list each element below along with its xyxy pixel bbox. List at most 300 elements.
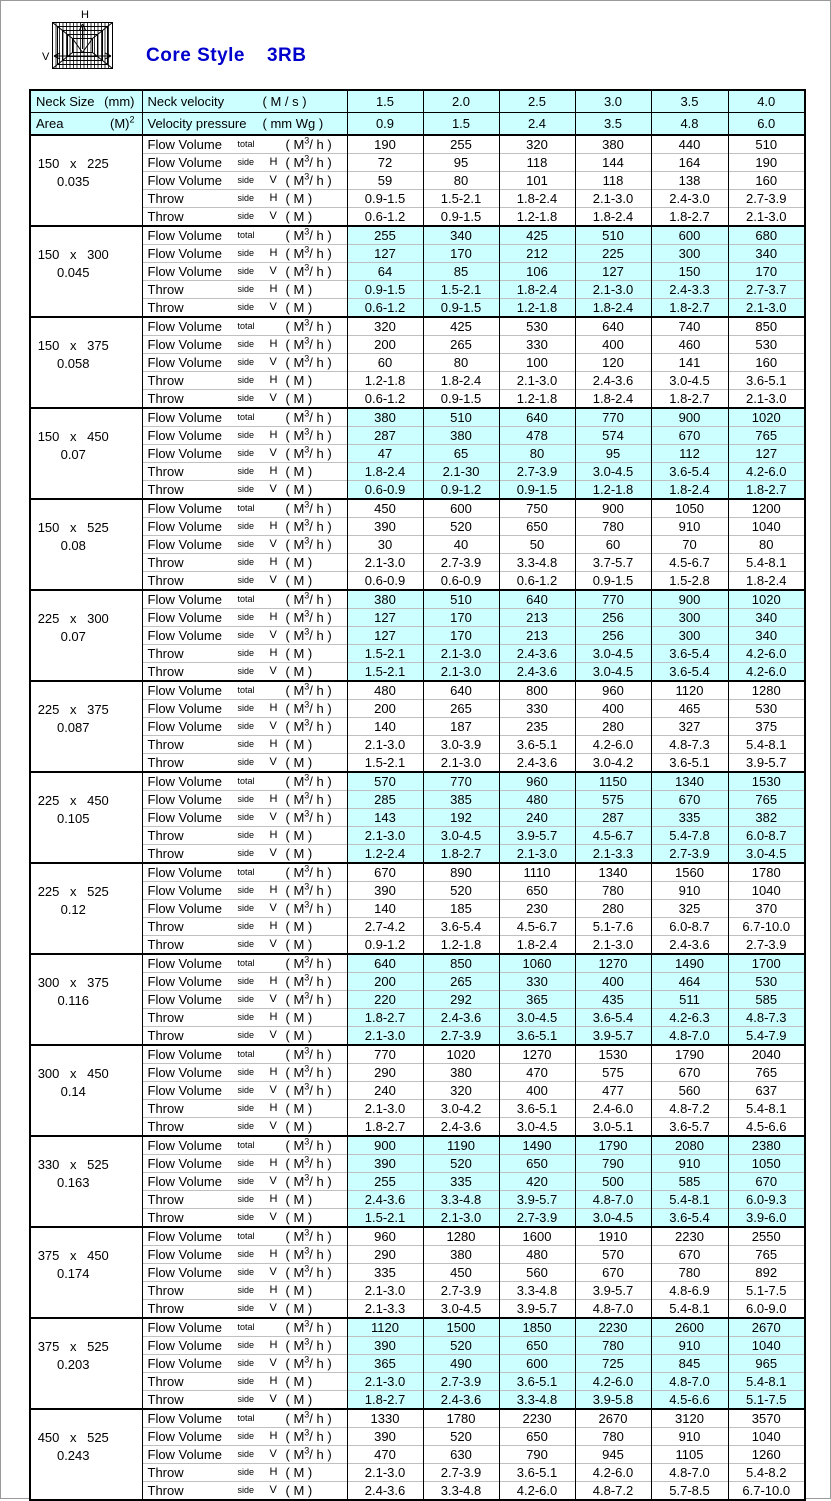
- data-cell: 120: [575, 354, 651, 372]
- data-cell: 560: [651, 1082, 728, 1100]
- data-cell: 3120: [651, 1409, 728, 1428]
- data-cell: 450: [423, 1264, 499, 1282]
- data-cell: 2.1-3.0: [347, 1027, 423, 1046]
- row-label-name: Flow Volume: [147, 1320, 222, 1335]
- data-cell: 255: [347, 226, 423, 245]
- data-cell: 400: [575, 973, 651, 991]
- row-label-cell: [142, 1355, 347, 1373]
- row-label-axis: V: [269, 1029, 277, 1041]
- data-cell: 770: [575, 408, 651, 427]
- data-cell: 3.7-5.7: [575, 554, 651, 572]
- spec-table: [29, 89, 806, 1501]
- data-cell: 530: [728, 700, 805, 718]
- neck-area-value: 0.08: [60, 538, 86, 553]
- data-cell: 2.1-3.0: [575, 936, 651, 955]
- row-label-name: Throw: [147, 391, 184, 406]
- data-cell: 1270: [499, 1045, 575, 1064]
- data-cell: 2.1-3.0: [423, 663, 499, 682]
- data-cell: 500: [575, 1173, 651, 1191]
- row-label-cell: [142, 408, 347, 427]
- data-cell: 1040: [728, 1428, 805, 1446]
- row-label-qualifier: total: [237, 594, 255, 604]
- row-label-name: Flow Volume: [147, 792, 222, 807]
- data-cell: 1600: [499, 1227, 575, 1246]
- data-cell: 1040: [728, 882, 805, 900]
- data-cell: 365: [347, 1355, 423, 1373]
- data-cell: 1.8-2.7: [651, 390, 728, 409]
- row-label-qualifier: side: [237, 830, 255, 840]
- data-cell: 600: [499, 1355, 575, 1373]
- row-label-unit: ( $M^3/$ h ): [285, 1227, 332, 1244]
- data-cell: 574: [575, 427, 651, 445]
- row-label-qualifier: total: [237, 1049, 255, 1059]
- data-cell: 64: [347, 263, 423, 281]
- row-label-cell: [142, 572, 347, 591]
- neck-size-cell: [30, 135, 142, 226]
- data-cell: 6.0-9.3: [728, 1191, 805, 1209]
- row-label-axis: V: [269, 392, 277, 404]
- row-label-cell: [142, 1428, 347, 1446]
- data-cell: 290: [347, 1246, 423, 1264]
- table-row: [30, 718, 805, 736]
- data-cell: 3.6-5.1: [499, 1100, 575, 1118]
- row-label-axis: V: [269, 301, 277, 313]
- row-label-name: Flow Volume: [147, 683, 222, 698]
- data-cell: 600: [423, 499, 499, 518]
- data-cell: 335: [423, 1173, 499, 1191]
- data-cell: 6.0-8.7: [728, 827, 805, 845]
- data-cell: 425: [499, 226, 575, 245]
- row-label-qualifier: total: [237, 776, 255, 786]
- data-cell: 100: [499, 354, 575, 372]
- table-row: [30, 463, 805, 481]
- row-label-axis: V: [269, 938, 277, 950]
- row-label-axis: V: [269, 720, 277, 732]
- row-label-cell: [142, 390, 347, 409]
- row-label-name: Flow Volume: [147, 592, 222, 607]
- row-label-qualifier: side: [237, 666, 255, 676]
- data-cell: 1.5-2.1: [423, 281, 499, 299]
- data-cell: 585: [651, 1173, 728, 1191]
- data-cell: 765: [728, 1064, 805, 1082]
- table-row: [30, 317, 805, 336]
- data-cell: 3.6-5.1: [499, 1373, 575, 1391]
- table-row: [30, 281, 805, 299]
- data-cell: 0.9-1.5: [499, 481, 575, 500]
- row-label-unit: ( $M^3/$ h ): [285, 171, 332, 188]
- data-cell: 2670: [575, 1409, 651, 1428]
- table-row: [30, 172, 805, 190]
- table-row: [30, 663, 805, 682]
- data-cell: 4.2-6.0: [575, 1464, 651, 1482]
- data-cell: 1.5-2.8: [651, 572, 728, 591]
- data-cell: 280: [575, 718, 651, 736]
- row-label-cell: [142, 299, 347, 318]
- data-cell: 900: [651, 408, 728, 427]
- row-label-unit: ( $M^3/$ h ): [285, 353, 332, 370]
- table-row: [30, 1118, 805, 1137]
- data-cell: 160: [728, 172, 805, 190]
- data-cell: 960: [499, 772, 575, 791]
- data-cell: 910: [651, 1337, 728, 1355]
- row-label-qualifier: side: [237, 1212, 255, 1222]
- neck-size-cell: [30, 226, 142, 317]
- data-cell: 5.4-8.1: [728, 736, 805, 754]
- data-cell: 3.0-4.2: [575, 754, 651, 773]
- data-cell: 1560: [651, 863, 728, 882]
- data-cell: 80: [423, 172, 499, 190]
- data-cell: 440: [651, 135, 728, 154]
- data-cell: 1120: [347, 1318, 423, 1337]
- data-cell: 780: [575, 882, 651, 900]
- row-label-cell: [142, 1264, 347, 1282]
- data-cell: 2.1-3.3: [347, 1300, 423, 1319]
- table-body: [30, 135, 805, 1500]
- data-cell: 910: [651, 882, 728, 900]
- data-cell: 2.4-3.3: [651, 281, 728, 299]
- row-label-cell: [142, 681, 347, 700]
- data-cell: 106: [499, 263, 575, 281]
- data-cell: 1.8-2.4: [499, 190, 575, 208]
- row-label-cell: [142, 627, 347, 645]
- data-cell: 5.1-7.5: [728, 1282, 805, 1300]
- data-cell: 1780: [423, 1409, 499, 1428]
- data-cell: 637: [728, 1082, 805, 1100]
- row-label-name: Flow Volume: [147, 1338, 222, 1353]
- header-row-neck-velocity: [30, 90, 805, 113]
- table-row: [30, 991, 805, 1009]
- row-label-qualifier: side: [237, 994, 255, 1004]
- data-cell: 85: [423, 263, 499, 281]
- row-label-qualifier: side: [237, 521, 255, 531]
- row-label-cell: [142, 954, 347, 973]
- table-row: [30, 499, 805, 518]
- row-label-axis: H: [269, 1193, 278, 1205]
- row-label-unit: ( M ): [285, 1374, 313, 1389]
- data-cell: 1340: [651, 772, 728, 791]
- row-label-cell: [142, 882, 347, 900]
- neck-size-label: 375 x 525: [37, 1339, 109, 1354]
- row-label-name: Flow Volume: [147, 628, 222, 643]
- data-cell: 72: [347, 154, 423, 172]
- header-neck-size-cell: [30, 90, 142, 113]
- row-label-cell: [142, 154, 347, 172]
- data-cell: 575: [575, 791, 651, 809]
- row-label-axis: H: [269, 1248, 278, 1260]
- row-label-qualifier: side: [237, 885, 255, 895]
- data-cell: 740: [651, 317, 728, 336]
- table-row: [30, 1227, 805, 1246]
- data-cell: 750: [499, 499, 575, 518]
- row-label-name: Flow Volume: [147, 1065, 222, 1080]
- data-cell: 320: [423, 1082, 499, 1100]
- row-label-qualifier: side: [237, 175, 255, 185]
- row-label-name: Flow Volume: [147, 1083, 222, 1098]
- data-cell: 2.4-3.6: [499, 754, 575, 773]
- data-cell: 465: [651, 700, 728, 718]
- data-cell: 510: [728, 135, 805, 154]
- data-cell: 1.2-1.8: [499, 390, 575, 409]
- data-cell: 1780: [728, 863, 805, 882]
- logo-h-label: H: [81, 9, 89, 21]
- data-cell: 910: [651, 1428, 728, 1446]
- row-label-axis: V: [269, 1175, 277, 1187]
- data-cell: 4.5-6.7: [651, 554, 728, 572]
- data-cell: 290: [347, 1064, 423, 1082]
- data-cell: 380: [575, 135, 651, 154]
- data-cell: 4.5-6.7: [575, 827, 651, 845]
- data-cell: 187: [423, 718, 499, 736]
- row-label-unit: ( $M^3/$ h ): [285, 954, 332, 971]
- data-cell: 382: [728, 809, 805, 827]
- table-row: [30, 1355, 805, 1373]
- data-cell: 1.8-2.4: [499, 936, 575, 955]
- row-label-name: Flow Volume: [147, 774, 222, 789]
- row-label-unit: ( $M^3/$ h ): [285, 608, 332, 625]
- data-cell: 2380: [728, 1136, 805, 1155]
- data-cell: 160: [728, 354, 805, 372]
- data-cell: 2.4-3.0: [651, 190, 728, 208]
- table-row: [30, 845, 805, 864]
- row-label-name: Flow Volume: [147, 992, 222, 1007]
- data-cell: 2.1-3.0: [499, 372, 575, 390]
- header-velocity-pressure-value: 0.9: [347, 113, 423, 136]
- row-label-name: Flow Volume: [147, 1411, 222, 1426]
- row-label-unit: ( $M^3/$ h ): [285, 517, 332, 534]
- row-label-name: Flow Volume: [147, 155, 222, 170]
- data-cell: 0.6-1.2: [347, 208, 423, 227]
- row-label-cell: [142, 827, 347, 845]
- data-cell: 2.7-3.7: [728, 281, 805, 299]
- data-cell: 1040: [728, 1337, 805, 1355]
- row-label-name: Flow Volume: [147, 337, 222, 352]
- row-label-qualifier: side: [237, 575, 255, 585]
- data-cell: 765: [728, 791, 805, 809]
- core-diagram-icon: [39, 9, 129, 81]
- row-label-axis: V: [269, 811, 277, 823]
- data-cell: 385: [423, 791, 499, 809]
- data-cell: 1105: [651, 1446, 728, 1464]
- table-row: [30, 1082, 805, 1100]
- data-cell: 1340: [575, 863, 651, 882]
- row-label-cell: [142, 645, 347, 663]
- data-cell: 0.9-1.5: [347, 190, 423, 208]
- data-cell: 1.8-2.7: [347, 1118, 423, 1137]
- data-cell: 60: [575, 536, 651, 554]
- data-cell: 2.7-3.9: [423, 1373, 499, 1391]
- row-label-cell: [142, 1300, 347, 1319]
- data-cell: 213: [499, 609, 575, 627]
- data-cell: 1.5-2.1: [347, 663, 423, 682]
- data-cell: 1.5-2.1: [347, 754, 423, 773]
- data-cell: 59: [347, 172, 423, 190]
- data-cell: 5.4-8.1: [651, 1191, 728, 1209]
- row-label-qualifier: total: [237, 1140, 255, 1150]
- row-label-unit: ( $M^3/$ h ): [285, 881, 332, 898]
- row-label-unit: ( $M^3/$ h ): [285, 1172, 332, 1189]
- data-cell: 1.8-2.4: [575, 208, 651, 227]
- row-label-cell: [142, 1446, 347, 1464]
- row-label-axis: V: [269, 1266, 277, 1278]
- data-cell: 140: [347, 718, 423, 736]
- row-label-cell: [142, 754, 347, 773]
- data-cell: 2.4-3.6: [651, 936, 728, 955]
- neck-size-label: 225 x 375: [37, 702, 109, 717]
- row-label-qualifier: side: [237, 757, 255, 767]
- table-row: [30, 954, 805, 973]
- row-label-qualifier: side: [237, 448, 255, 458]
- data-cell: 380: [423, 427, 499, 445]
- data-cell: 2.7-3.9: [423, 1282, 499, 1300]
- data-cell: 3.6-5.4: [575, 1009, 651, 1027]
- data-cell: 3.0-4.5: [575, 463, 651, 481]
- row-label-axis: V: [269, 447, 277, 459]
- data-cell: 530: [728, 336, 805, 354]
- header-area-label: Area: [36, 116, 64, 131]
- data-cell: 520: [423, 518, 499, 536]
- data-cell: 50: [499, 536, 575, 554]
- data-cell: 2550: [728, 1227, 805, 1246]
- row-label-cell: [142, 1045, 347, 1064]
- data-cell: 4.2-6.3: [651, 1009, 728, 1027]
- core-diagram: [39, 9, 129, 81]
- data-cell: 212: [499, 245, 575, 263]
- row-label-axis: V: [269, 665, 277, 677]
- data-cell: 287: [347, 427, 423, 445]
- data-cell: 2.1-3.0: [423, 754, 499, 773]
- row-label-unit: ( $M^3/$ h ): [285, 444, 332, 461]
- data-cell: 0.6-1.2: [499, 572, 575, 591]
- row-label-qualifier: side: [237, 484, 255, 494]
- table-row: [30, 736, 805, 754]
- data-cell: 300: [651, 609, 728, 627]
- data-cell: 640: [575, 317, 651, 336]
- data-cell: 280: [575, 900, 651, 918]
- data-cell: 327: [651, 718, 728, 736]
- row-label-unit: ( $M^3/$ h ): [285, 535, 332, 552]
- neck-area-value: 0.174: [56, 1266, 90, 1281]
- data-cell: 5.4-7.8: [651, 827, 728, 845]
- row-label-qualifier: side: [237, 1485, 255, 1495]
- row-label-axis: V: [269, 902, 277, 914]
- data-cell: 575: [575, 1064, 651, 1082]
- data-cell: 900: [347, 1136, 423, 1155]
- data-cell: 3.3-4.8: [499, 554, 575, 572]
- data-cell: 670: [651, 1064, 728, 1082]
- data-cell: 1.8-2.7: [347, 1391, 423, 1410]
- data-cell: 255: [423, 135, 499, 154]
- row-label-unit: ( M ): [285, 464, 313, 479]
- table-row: [30, 536, 805, 554]
- data-cell: 3570: [728, 1409, 805, 1428]
- data-cell: 650: [499, 1155, 575, 1173]
- row-label-name: Flow Volume: [147, 956, 222, 971]
- row-label-cell: [142, 1009, 347, 1027]
- row-label-axis: V: [269, 483, 277, 495]
- data-cell: 0.9-1.2: [423, 481, 499, 500]
- row-label-unit: ( $M^3/$ h ): [285, 499, 332, 516]
- neck-size-label: 150 x 300: [37, 247, 109, 262]
- data-cell: 200: [347, 336, 423, 354]
- table-row: [30, 973, 805, 991]
- neck-size-cell: [30, 1227, 142, 1318]
- data-cell: 375: [728, 718, 805, 736]
- data-cell: 1020: [728, 590, 805, 609]
- neck-size-cell: [30, 1409, 142, 1500]
- data-cell: 2.4-3.6: [347, 1482, 423, 1501]
- data-cell: 3.9-5.7: [499, 1191, 575, 1209]
- data-cell: 3.3-4.8: [423, 1191, 499, 1209]
- data-cell: 480: [347, 681, 423, 700]
- data-cell: 770: [347, 1045, 423, 1064]
- row-label-unit: ( $M^3/$ h ): [285, 1445, 332, 1462]
- table-row: [30, 1428, 805, 1446]
- neck-size-cell: [30, 1136, 142, 1227]
- data-cell: 1120: [651, 681, 728, 700]
- table-row: [30, 1246, 805, 1264]
- row-label-cell: [142, 1391, 347, 1410]
- data-cell: 0.9-1.5: [423, 390, 499, 409]
- data-cell: 965: [728, 1355, 805, 1373]
- neck-size-cell: [30, 590, 142, 681]
- data-cell: 127: [347, 627, 423, 645]
- data-cell: 890: [423, 863, 499, 882]
- data-cell: 670: [651, 1246, 728, 1264]
- data-cell: 3.6-5.1: [651, 754, 728, 773]
- data-cell: 790: [499, 1446, 575, 1464]
- row-label-axis: V: [269, 538, 277, 550]
- data-cell: 3.6-5.7: [651, 1118, 728, 1137]
- row-label-axis: V: [269, 847, 277, 859]
- data-cell: 80: [728, 536, 805, 554]
- data-cell: 3.6-5.1: [728, 372, 805, 390]
- row-label-axis: H: [269, 283, 278, 295]
- row-label-cell: [142, 1227, 347, 1246]
- neck-size-cell: [30, 317, 142, 408]
- neck-area-value: 0.058: [56, 356, 90, 371]
- data-cell: 1050: [728, 1155, 805, 1173]
- row-label-name: Throw: [147, 1283, 184, 1298]
- row-label-cell: [142, 172, 347, 190]
- neck-area-value: 0.045: [56, 265, 90, 280]
- row-label-unit: ( M ): [285, 937, 313, 952]
- row-label-axis: H: [269, 975, 278, 987]
- data-cell: 650: [499, 518, 575, 536]
- data-cell: 480: [499, 791, 575, 809]
- row-label-axis: H: [269, 156, 278, 168]
- data-cell: 1020: [423, 1045, 499, 1064]
- row-label-unit: ( $M^3/$ h ): [285, 1081, 332, 1098]
- data-cell: 670: [575, 1264, 651, 1282]
- row-label-axis: V: [269, 1302, 277, 1314]
- data-cell: 725: [575, 1355, 651, 1373]
- row-label-cell: [142, 245, 347, 263]
- row-label-cell: [142, 554, 347, 572]
- table-row: [30, 481, 805, 500]
- row-label-name: Throw: [147, 1101, 184, 1116]
- row-label-name: Flow Volume: [147, 610, 222, 625]
- row-label-cell: [142, 463, 347, 481]
- data-cell: 3.6-5.1: [499, 736, 575, 754]
- row-label-qualifier: side: [237, 1067, 255, 1077]
- header-velocity-pressure-value: 1.5: [423, 113, 499, 136]
- header-velocity-pressure-value: 4.8: [651, 113, 728, 136]
- data-cell: 4.8-7.0: [575, 1300, 651, 1319]
- row-label-cell: [142, 226, 347, 245]
- row-label-axis: H: [269, 884, 278, 896]
- data-cell: 1.8-2.7: [347, 1009, 423, 1027]
- data-cell: 2.4-3.6: [499, 645, 575, 663]
